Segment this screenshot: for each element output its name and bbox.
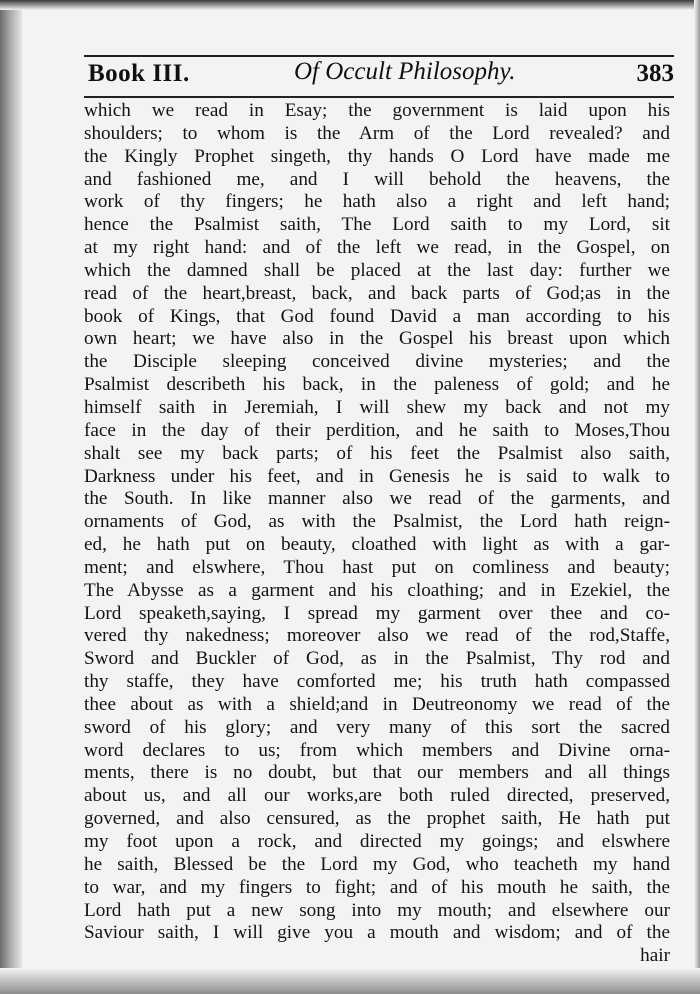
text-line: which we read in Esay; the government is laid upon his xyxy=(84,100,670,121)
page-number: 383 xyxy=(636,60,674,87)
text-line: hence the Psalmist saith, The Lord saith to my Lord, sit xyxy=(84,214,670,236)
text-line: which the damned shall be placed at the last day: further we xyxy=(84,259,670,281)
text-line: shoulders; to whom is the Arm of the Lord revealed? and xyxy=(84,122,670,144)
text-line: he saith, Blessed be the Lord my God, who teacheth my hand xyxy=(84,853,670,875)
text-line: ornaments of God, as with the Psalmist, the Lord hath reign- xyxy=(84,511,670,533)
text-line: Saviour saith, I will give you a mouth and wisdom; and of the xyxy=(84,922,670,944)
text-line: book of Kings, that God found David a man according to his xyxy=(84,305,670,327)
text-line: thee about as with a shield;and in Deutreonomy we read of the xyxy=(84,693,670,715)
text-line: face in the day of their perdition, and he saith to Moses,Thou xyxy=(84,419,670,441)
text-line: Lord hath put a new song into my mouth; and elsewhere our xyxy=(84,899,670,921)
page-right-edge xyxy=(694,0,700,994)
text-line: Psalmist describeth his back, in the paleness of gold; and he xyxy=(84,374,670,396)
text-line: ments, there is no doubt, but that our members and all things xyxy=(84,762,670,784)
book-number: Book III. xyxy=(88,60,190,87)
text-line: at my right hand: and of the left we read, in the Gospel, on xyxy=(84,237,670,259)
header-rule-top xyxy=(84,55,674,57)
text-line: Lord speaketh,saying, I spread my garment over thee and co- xyxy=(84,602,670,624)
text-line: vered thy nakedness; moreover also we read of the rod,Staffe, xyxy=(84,625,670,647)
text-line: thy staffe, they have comforted me; his truth hath compassed xyxy=(84,671,670,693)
page-gutter-shadow xyxy=(0,0,22,994)
text-line: word declares to us; from which members and Divine orna- xyxy=(84,739,670,761)
page-bottom-shadow xyxy=(0,968,700,994)
text-line: my foot upon a rock, and directed my goings; and elswhere xyxy=(84,831,670,852)
text-line: the South. In like manner also we read of the garments, and xyxy=(84,488,670,510)
catchword: hair xyxy=(640,945,670,967)
text-line: the Disciple sleeping conceived divine mysteries; and the xyxy=(84,351,670,373)
text-line: Sword and Buckler of God, as in the Psalmist, Thy rod and xyxy=(84,648,670,670)
text-line: read of the heart,breast, back, and back parts of God;as in the xyxy=(84,282,670,304)
text-line: shalt see my back parts; of his feet the Psalmist also saith, xyxy=(84,442,670,464)
text-line: about us, and all our works,are both ruled directed, preserved, xyxy=(84,785,670,807)
text-line: governed, and also censured, as the prophet saith, He hath put xyxy=(84,808,670,830)
header-rule-bottom xyxy=(84,96,674,98)
text-line: own heart; we have also in the Gospel his breast upon which xyxy=(84,328,670,350)
page-top-edge xyxy=(0,0,700,10)
text-line: Darkness under his feet, and in Genesis he is said to walk to xyxy=(84,465,670,487)
text-line: to war, and my fingers to fight; and of his mouth he saith, the xyxy=(84,876,670,898)
text-line: sword of his glory; and very many of this sort the sacred xyxy=(84,716,670,738)
text-line: and fashioned me, and I will behold the heavens, the xyxy=(84,168,670,190)
running-title: Of Occult Philosophy. xyxy=(294,58,516,85)
text-line: work of thy fingers; he hath also a right and left hand; xyxy=(84,191,670,213)
text-line: himself saith in Jeremiah, I will shew my back and not my xyxy=(84,396,670,418)
body-text xyxy=(84,100,670,968)
text-line: the Kingly Prophet singeth, thy hands O Lord have made me xyxy=(84,145,670,167)
text-line: ment; and elswhere, Thou hast put on comliness and beauty; xyxy=(84,556,670,578)
text-line: ed, he hath put on beauty, cloathed with light as with a gar- xyxy=(84,534,670,556)
text-line: The Abysse as a garment and his cloathing; and in Ezekiel, the xyxy=(84,579,670,601)
running-header xyxy=(84,58,674,94)
